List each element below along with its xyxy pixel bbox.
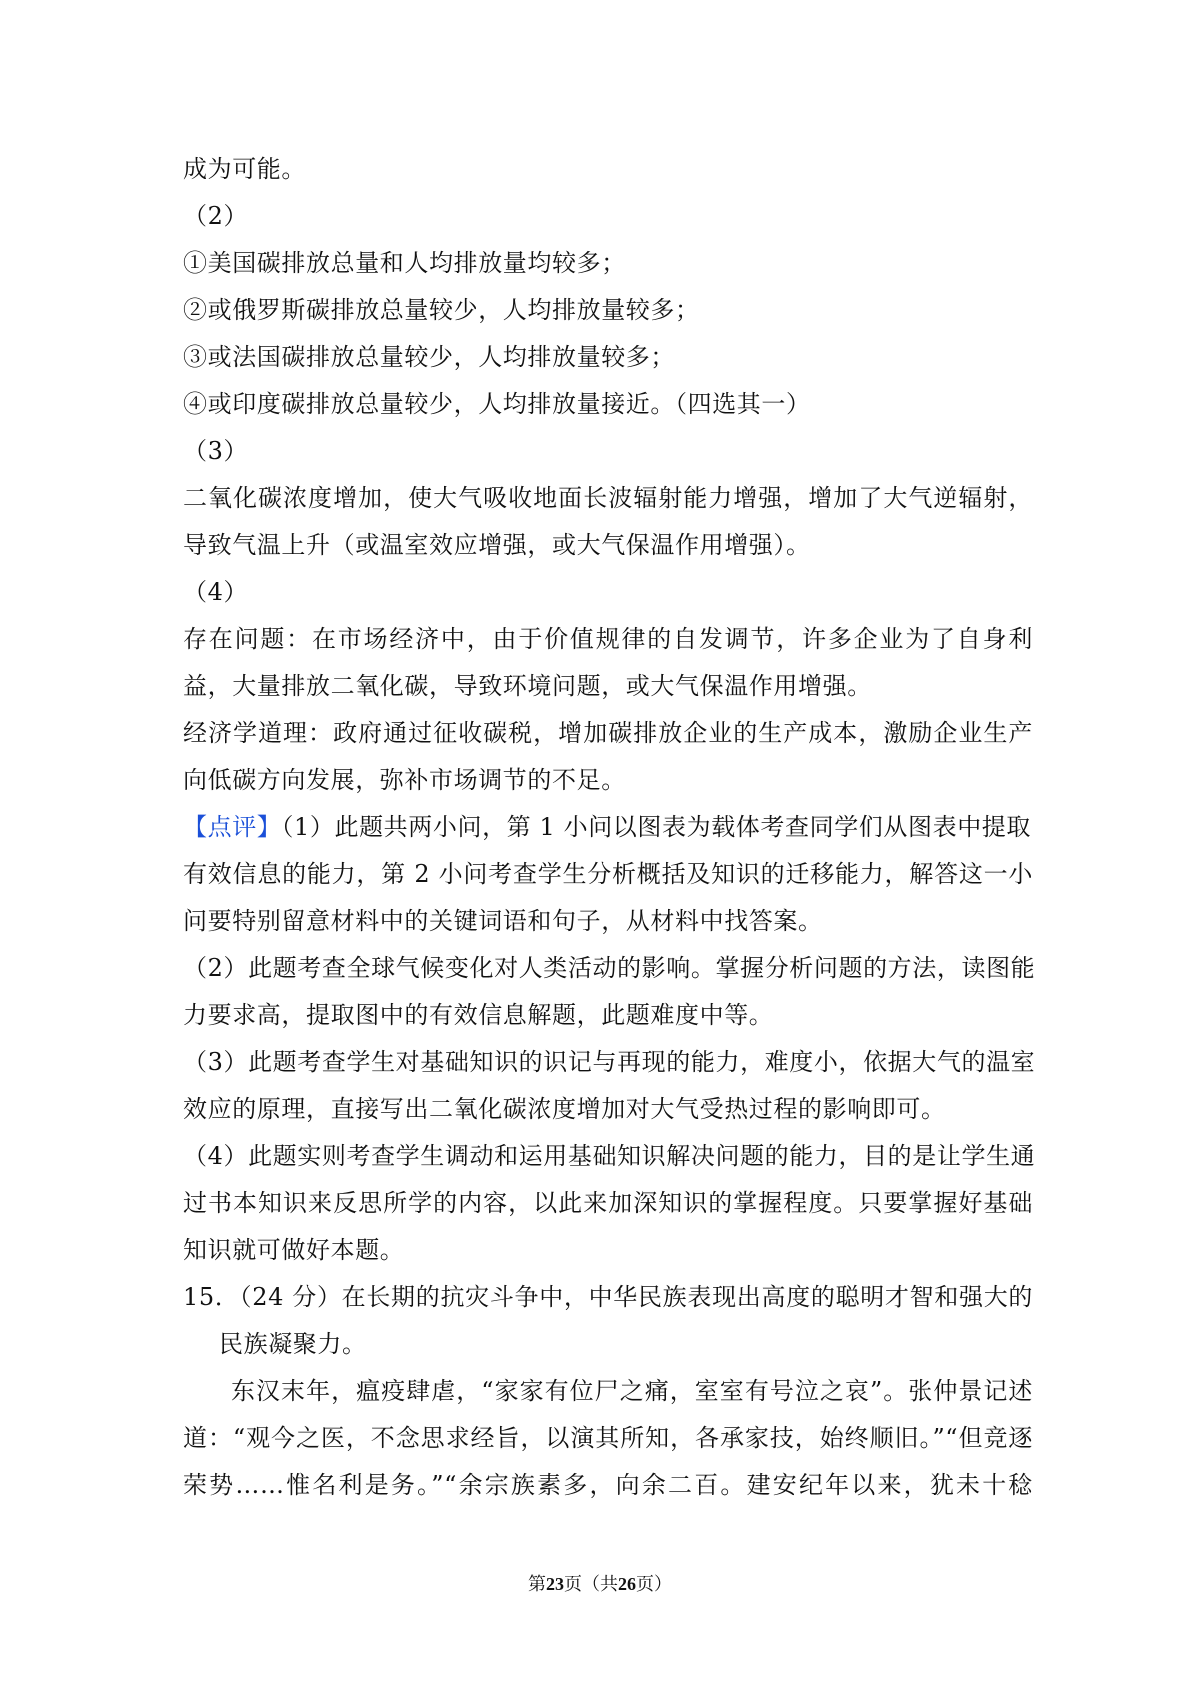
text-line: 二氧化碳浓度增加，使大气吸收地面长波辐射能力增强，增加了大气逆辐射，: [183, 484, 1033, 512]
question-number: （3）: [183, 437, 249, 465]
text-line: ①美国碳排放总量和人均排放量均较多；: [183, 249, 626, 277]
question-number: （2）: [183, 202, 249, 230]
text-line: 成为可能。: [183, 155, 306, 183]
text-line: 道：“观今之医，不念思求经旨，以演其所知，各承家技，始终顺旧。”“但竞逐: [183, 1424, 1033, 1452]
document-body: [183, 146, 1036, 1509]
text-line: 存在问题：在市场经济中，由于价值规律的自发调节，许多企业为了自身利: [183, 625, 1033, 653]
text-line: 导致气温上升（或温室效应增强，或大气保温作用增强）。: [183, 531, 811, 559]
footer-suffix: 页）: [636, 1574, 672, 1595]
text-line: 问要特别留意材料中的关键词语和句子，从材料中找答案。: [183, 907, 823, 935]
page-number: 23: [546, 1574, 564, 1594]
text-line: 经济学道理：政府通过征收碳税，增加碳排放企业的生产成本，激励企业生产: [183, 719, 1033, 747]
text-line: 东汉末年，瘟疫肆虐，“家家有位尸之痛，室室有号泣之哀”。张仲景记述: [231, 1377, 1033, 1405]
text-line: （4）此题实则考查学生调动和运用基础知识解决问题的能力，目的是让学生通: [183, 1142, 1036, 1170]
total-pages: 26: [618, 1574, 636, 1594]
text-line: 有效信息的能力，第 2 小问考查学生分析概括及知识的迁移能力，解答这一小: [183, 860, 1033, 888]
comment-text: （1）此题共两小问，第 1 小问以图表为载体考查同学们从图表中提取: [281, 813, 1032, 841]
text-line: 荣势……惟名利是务。”“余宗族素多，向余二百。建安纪年以来，犹未十稔: [183, 1471, 1033, 1499]
text-line: （3）此题考查学生对基础知识的识记与再现的能力，难度小，依据大气的温室: [183, 1048, 1036, 1076]
text-line: 效应的原理，直接写出二氧化碳浓度增加对大气受热过程的影响即可。: [183, 1095, 946, 1123]
footer-prefix: 第: [528, 1574, 546, 1595]
text-line: ③或法国碳排放总量较少，人均排放量较多；: [183, 343, 675, 371]
text-line: 民族凝聚力。: [219, 1330, 367, 1358]
text-line: 知识就可做好本题。: [183, 1236, 405, 1264]
question-number: （4）: [183, 578, 249, 606]
comment-line: [183, 804, 1033, 851]
text-line: ④或印度碳排放总量较少，人均排放量接近。（四选其一）: [183, 390, 811, 418]
comment-tag: 【点评】: [183, 813, 282, 841]
text-line: 力要求高，提取图中的有效信息解题，此题难度中等。: [183, 1001, 774, 1029]
question-15-stem: 15．（24 分）在长期的抗灾斗争中，中华民族表现出高度的聪明才智和强大的: [183, 1283, 1033, 1311]
footer-middle: 页（共: [564, 1574, 618, 1595]
text-line: 过书本知识来反思所学的内容，以此来加深知识的掌握程度。只要掌握好基础: [183, 1189, 1033, 1217]
text-line: ②或俄罗斯碳排放总量较少，人均排放量较多；: [183, 296, 700, 324]
text-line: 向低碳方向发展，弥补市场调节的不足。: [183, 766, 626, 794]
text-line: 益，大量排放二氧化碳，导致环境问题，或大气保温作用增强。: [183, 672, 872, 700]
page-footer: [0, 1572, 1200, 1597]
text-line: （2）此题考查全球气候变化对人类活动的影响。掌握分析问题的方法，读图能: [183, 954, 1036, 982]
